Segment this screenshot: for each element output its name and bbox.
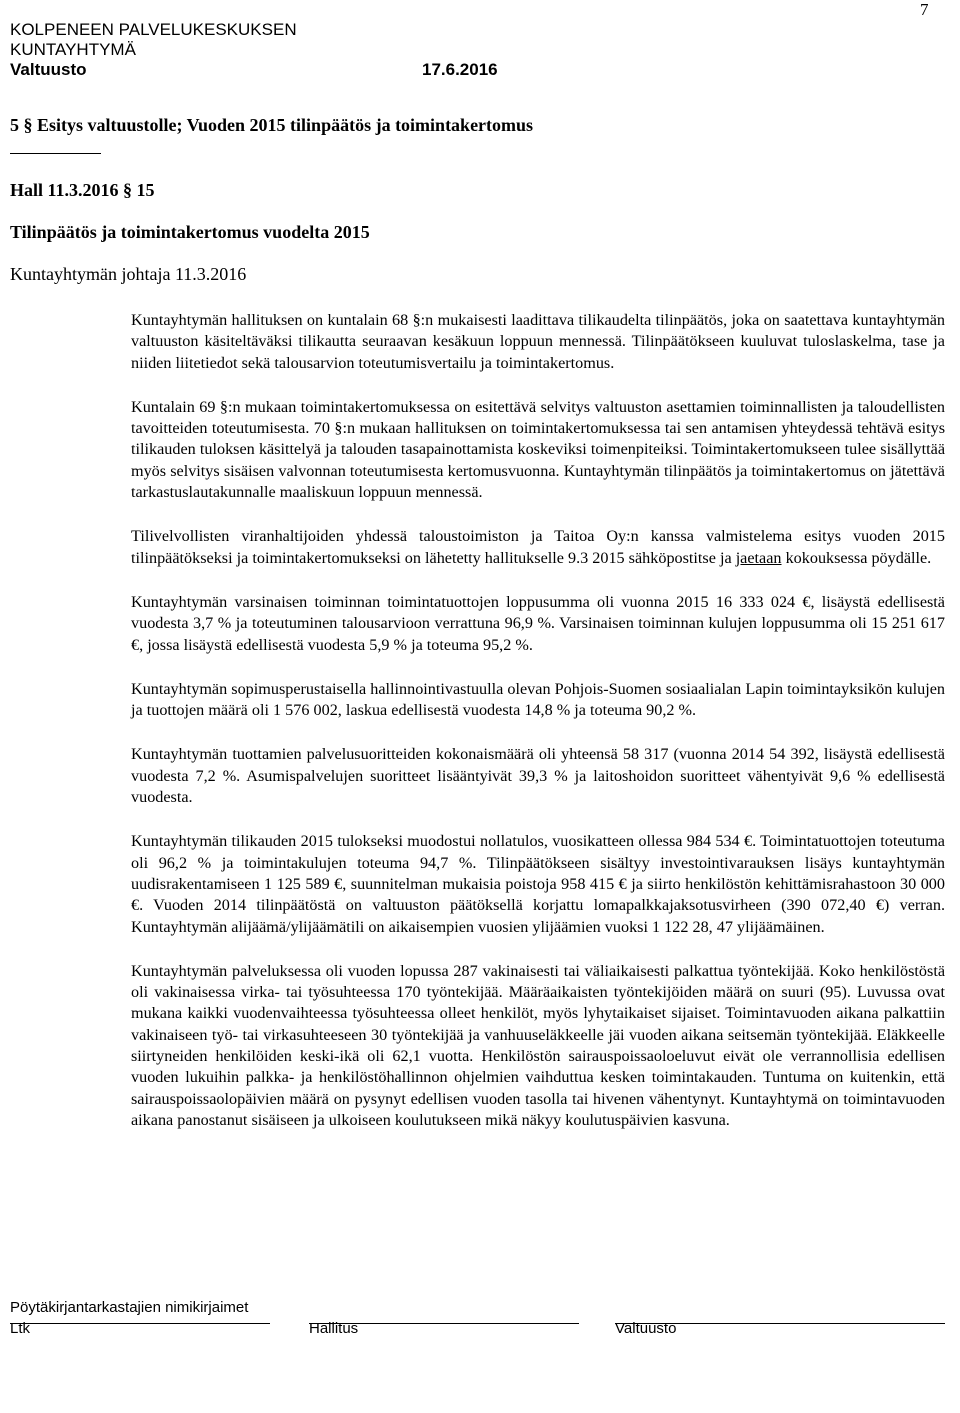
preparation-title: Tilinpäätös ja toimintakertomus vuodelta 2015 [10,222,370,242]
paragraph: Kuntalain 69 §:n mukaan toimintakertomuksessa on esitettävä selvitys valtuuston asettamien toiminnallisten ja taloudellisten tavoitteiden toteutumisesta. 70 §:n mukaan hallituksen on toimintakertomuksessa tai sen antamisen yhteydessä tehtävä esitys tilikauden tuloksen käsittelyä ja talouden tasapainottamista koskeviksi toimenpiteiksi. Toimintakertomukseen tulee sisällyttää myös selvitys sisäisen valvonnan toteutumisesta kertomusvuonna. Kuntayhtymän tilinpäätös ja toimintakertomus on jätettävä tarkastuslautakunnalle maaliskuun loppuun mennessä. [131,397,945,502]
paragraph: Kuntayhtymän hallituksen on kuntalain 68 §:n mukaisesti laadittava tilikaudelta tilinpäätös, joka on saatettava kuntayhtymän valtuuston käsiteltäväksi tilikautta seuraavan kesäkuun loppuun mennessä. Tilinpäätökseen kuuluvat tuloslaskelma, tase ja niiden liitetiedot sekä talousarvion toteutumisvertailu ja toimintakertomus. [131,311,945,372]
signature-label-valtuusto: Valtuusto [615,1320,677,1337]
presenter-line: Kuntayhtymän johtaja 11.3.2016 [10,264,247,284]
paragraph [131,526,945,569]
paragraph-text: Tilivelvollisten viranhaltijoiden yhdessä taloustoimiston ja Taitoa Oy:n kanssa valmistelema esitys vuoden 2015 tilinpäätökseksi ja toimintakertomukseksi on lähetetty hallitukselle 9.3 2015 sähköpostitse ja [131,527,945,567]
signature-label-hallitus: Hallitus [309,1320,359,1337]
paragraph-text: kokouksessa pöydälle. [781,548,932,567]
signature-line-valtuusto [615,1323,945,1324]
body-text [131,310,945,1154]
meeting-date: 17.6.2016 [422,60,498,79]
paragraph: Kuntayhtymän sopimusperustaisella hallinnointivastuulla olevan Pohjois-Suomen sosiaalialan Lapin toimintayksikön kulujen ja tuottojen määrä oli 1 576 002, laskua edellisestä vuodesta 14,8 % ja toteuma 90,2 %. [131,679,945,720]
paragraph: Kuntayhtymän palveluksessa oli vuoden lopussa 287 vakinaisesti tai väliaikaisesti palkattua työntekijää. Koko henkilöstöstä oli vakinaisessa virka- tai työsuhteessa 170 työntekijää. Määräaikaisten työntekijöiden määrä on suuri (95). Luvussa ovat mukana kaikki vuodenvaihteessa työsuhteessa olleet henkilöt, myös lyhytaikaiset sijaiset. Toimintavuoden aikana palkattiin vakinaiseen työ- tai virkasuhteeseen 30 työntekijää ja vanhuuseläkkeelle jäi vuoden aikana seitsemän työntekijää. Eläkkeelle siirtyneiden henkilöiden keski-ikä oli 62,1 vuotta. Henkilöstön sairauspoissaoloeluvut eivät ole verrannollisia edellisen vuoden lukuihin palkka- ja henkilöstöhallinnon ohjelmien vaihduttua kesken toimintakauden. Tuntuma on kuitenkin, että sairauspoissaolopäivien määrä on pysynyt edellisen vuoden tasolla tai hivenen vähentynyt. Kuntayhtymä on toimintavuoden aikana panostanut sisäiseen ja ulkoiseen koulutukseen mikä näkyy koulutuspäivien kasvuna. [131,961,945,1129]
footer-heading: Pöytäkirjantarkastajien nimikirjaimet [10,1299,249,1316]
document-header [10,20,498,80]
meeting-body: Valtuusto [10,60,87,79]
organization-name-line2: KUNTAYHTYMÄ [10,40,136,59]
signature-line-ltk [10,1323,270,1324]
paragraph: Kuntayhtymän tuottamien palvelusuoritteiden kokonaismäärä oli yhteensä 58 317 (vuonna 2014 54 392, lisäystä edellisestä vuodesta 7,2 %. Asumispalvelujen suoritteet lisääntyivät 39,3 % ja laitoshoidon suoritteet vähentyivät 9,6 % edellisestä vuodesta. [131,745,945,807]
paragraph: Kuntayhtymän varsinaisen toiminnan toimintatuottojen loppusumma oli vuonna 2015 16 333 024 €, lisäystä edellisestä vuodesta 3,7 % ja toteutuminen talousarvioon verrattuna 96,9 %. Varsinaisen toiminnan kulujen loppusumma oli 15 251 617 €, jossa lisäystä edellisestä vuodesta 5,9 % ja toteuma 95,2 %. [131,592,945,654]
underlined-word: jaetaan [735,548,782,567]
signature-label-ltk: Ltk [10,1320,31,1337]
board-reference: Hall 11.3.2016 § 15 [10,180,155,200]
paragraph: Kuntayhtymän tilikauden 2015 tulokseksi muodostui nollatulos, vuosikatteen ollessa 984 534 €. Toimintatuottojen toteutuma oli 96,2 % ja toimintakulujen toteuma 94,7 %. Tilinpäätökseen sisältyy investointivarauksen lisäys kuntayhtymän uudisrakentamiseen 1 125 589 €, suunnitelman mukaisia poistoja 958 415 € ja siirto henkilöstön kehittämisrahastoon 30 000 €. Vuoden 2014 tilinpäätöstä on valtuuston päätöksellä korjattu lomapalkkajaksotusvirheen (390 072,40 €) verran. Kuntayhtymän alijäämä/ylijäämätili on aikaisempien vuosien ylijäämien vuoksi 1 122 28, 47 ylijäämäinen. [131,832,945,936]
signature-line-hallitus [309,1323,579,1324]
section-title: 5 § Esitys valtuustolle; Vuoden 2015 tilinpäätös ja toimintakertomus [10,115,534,135]
signature-footer [10,1299,950,1340]
organization-name-line1: KOLPENEEN PALVELUKESKUKSEN [10,20,297,39]
title-rule [10,153,101,154]
page-number: 7 [920,0,929,19]
